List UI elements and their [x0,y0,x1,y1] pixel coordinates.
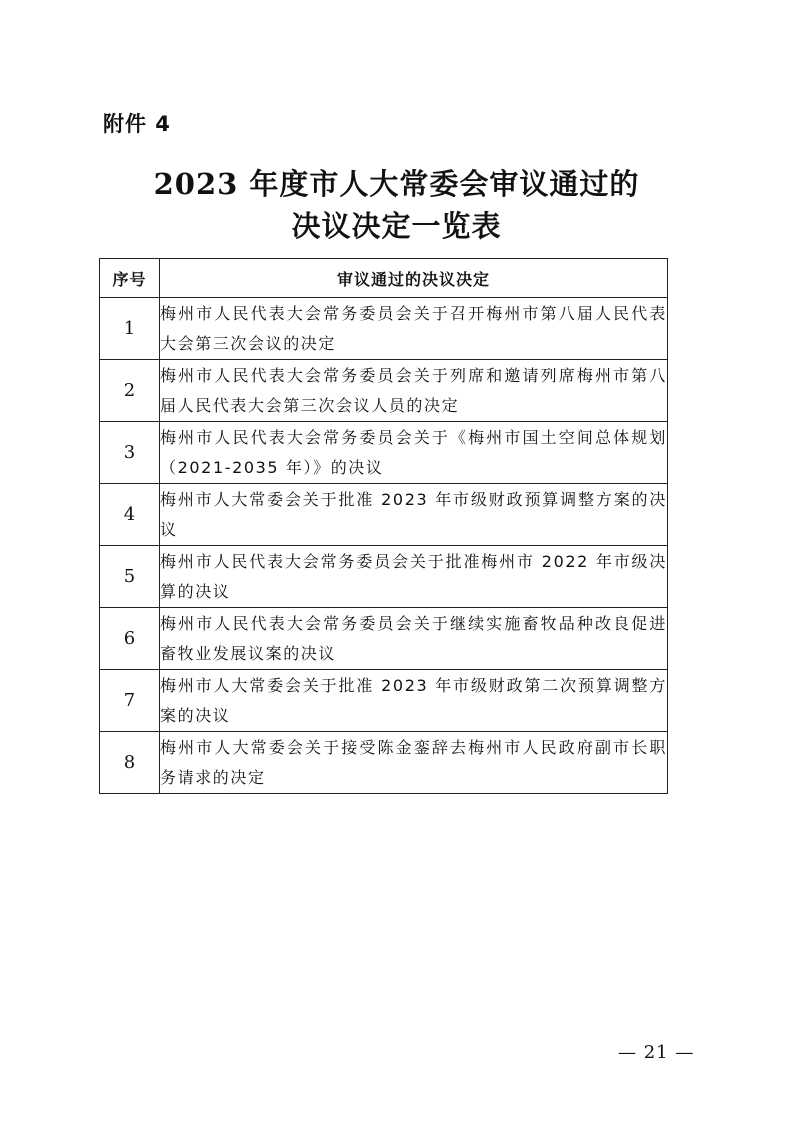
row-number: 3 [100,422,160,484]
row-number: 6 [100,608,160,670]
attachment-label: 附件 4 [103,112,171,136]
row-text: 梅州市人大常委会关于批准 2023 年市级财政第二次预算调整方案的决议 [160,670,668,732]
table-row [100,546,668,608]
row-number: 4 [100,484,160,546]
row-number: 1 [100,298,160,360]
row-text: 梅州市人大常委会关于接受陈金銮辞去梅州市人民政府副市长职务请求的决定 [160,732,668,794]
row-number: 7 [100,670,160,732]
table-row [100,484,668,546]
table-row [100,360,668,422]
document-title-line2: 决议决定一览表 [291,209,502,243]
page-number: — 21 — [618,1042,695,1063]
table-row [100,298,668,360]
header-content: 审议通过的决议决定 [160,259,668,298]
row-text: 梅州市人民代表大会常务委员会关于批准梅州市 2022 年市级决算的决议 [160,546,668,608]
row-text: 梅州市人民代表大会常务委员会关于《梅州市国土空间总体规划（2021-2035 年）》的决议 [160,422,668,484]
row-text: 梅州市人民代表大会常务委员会关于列席和邀请列席梅州市第八届人民代表大会第三次会议人员的决定 [160,360,668,422]
row-text: 梅州市人大常委会关于批准 2023 年市级财政预算调整方案的决议 [160,484,668,546]
table-row [100,608,668,670]
table-row [100,670,668,732]
row-number: 5 [100,546,160,608]
document-title-line1: 2023 年度市人大常委会审议通过的 [153,167,640,201]
table-header-row [100,259,668,298]
table-row [100,422,668,484]
row-text: 梅州市人民代表大会常务委员会关于继续实施畜牧品种改良促进畜牧业发展议案的决议 [160,608,668,670]
header-number: 序号 [100,259,160,298]
row-number: 2 [100,360,160,422]
decisions-table [99,258,668,794]
row-text: 梅州市人民代表大会常务委员会关于召开梅州市第八届人民代表大会第三次会议的决定 [160,298,668,360]
table-row [100,732,668,794]
row-number: 8 [100,732,160,794]
